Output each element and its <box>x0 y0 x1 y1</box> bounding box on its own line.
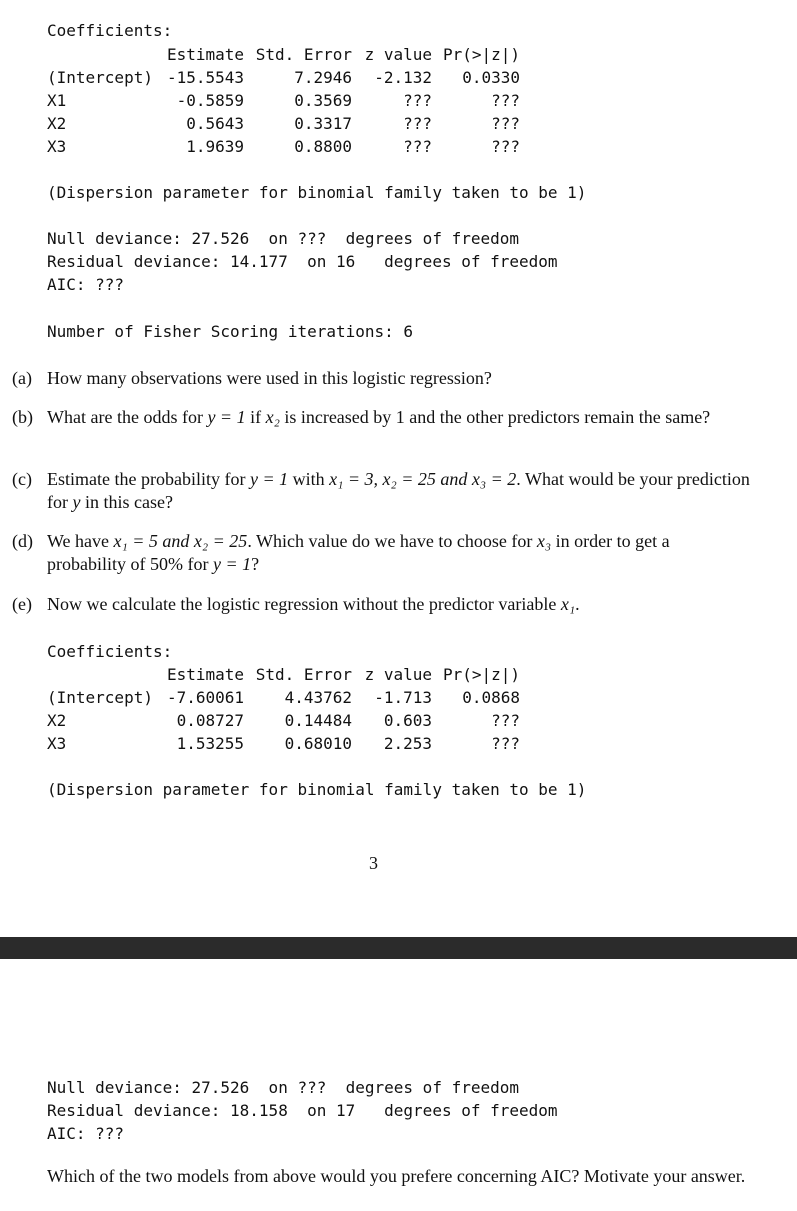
math-expression: x₁ <box>560 594 576 614</box>
cell-std-error: 0.14484 <box>284 711 353 730</box>
cell-name: X3 <box>47 137 67 156</box>
question-a <box>12 367 752 390</box>
math-expression: y <box>72 492 81 512</box>
cell-name: X2 <box>47 114 67 133</box>
math-expression: x₁ = 3, x₂ = 25 and x₃ = 2 <box>329 469 517 489</box>
text-run: ? <box>251 554 260 574</box>
header-estimate: Estimate <box>167 665 245 684</box>
cell-std-error: 7.2946 <box>294 68 353 87</box>
table-row <box>47 709 520 732</box>
header-p-value: Pr(>|z|) <box>443 665 521 684</box>
cell-z-value: -2.132 <box>374 68 433 87</box>
header-name <box>47 43 167 66</box>
text-run: Estimate the probability for <box>47 469 250 489</box>
math-expression: y = 1 <box>249 469 289 489</box>
cell-p-value: ??? <box>491 114 521 133</box>
header-p-value: Pr(>|z|) <box>443 45 521 64</box>
cell-z-value: -1.713 <box>374 688 433 707</box>
header-z-value: z value <box>364 45 433 64</box>
cell-estimate: -7.60061 <box>167 688 245 707</box>
cell-estimate: 0.5643 <box>186 114 245 133</box>
model2-coef-title: Coefficients: <box>47 642 173 661</box>
table-row <box>47 66 520 89</box>
table-row <box>47 89 520 112</box>
model2-aic: AIC: ??? <box>47 1124 125 1143</box>
model1-residual-deviance: Residual deviance: 14.177 on 16 degrees of freedom <box>47 252 558 271</box>
cell-estimate: -15.5543 <box>167 68 245 87</box>
question-text <box>47 593 752 616</box>
model2-coef-table <box>47 663 520 755</box>
cell-estimate: 0.08727 <box>176 711 245 730</box>
table-row <box>47 686 520 709</box>
cell-name: (Intercept) <box>47 68 153 87</box>
model2-residual-deviance: Residual deviance: 18.158 on 17 degrees of freedom <box>47 1101 558 1120</box>
table-header-row <box>47 43 520 66</box>
cell-std-error: 0.3317 <box>294 114 353 133</box>
header-std-error: Std. Error <box>255 45 353 64</box>
header-std-error: Std. Error <box>255 665 353 684</box>
cell-std-error: 0.8800 <box>294 137 353 156</box>
cell-std-error: 0.3569 <box>294 91 353 110</box>
model1-coef-table <box>47 43 520 158</box>
math-expression: y = 1 <box>207 407 246 427</box>
cell-std-error: 0.68010 <box>284 734 353 753</box>
final-question: Which of the two models from above would you prefere concerning AIC? Motivate your answer. <box>47 1166 746 1186</box>
model2-dispersion: (Dispersion parameter for binomial family taken to be 1) <box>47 780 587 799</box>
text-run: What are the odds for <box>47 407 208 427</box>
question-text: How many observations were used in this logistic regression? <box>47 368 492 388</box>
question-label: (d) <box>12 531 33 551</box>
model2-null-deviance: Null deviance: 27.526 on ??? degrees of freedom <box>47 1078 520 1097</box>
table-row <box>47 732 520 755</box>
text-run: with <box>288 469 330 489</box>
page-break-divider <box>0 937 797 959</box>
cell-p-value: ??? <box>491 734 521 753</box>
text-run: in this case? <box>80 492 173 512</box>
model1-aic: AIC: ??? <box>47 275 125 294</box>
text-run: is increased by 1 and the other predictors remain the same? <box>279 407 711 427</box>
cell-z-value: ??? <box>403 137 433 156</box>
model1-null-deviance: Null deviance: 27.526 on ??? degrees of freedom <box>47 229 520 248</box>
header-name <box>47 663 167 686</box>
header-estimate: Estimate <box>167 45 245 64</box>
cell-p-value: ??? <box>491 137 521 156</box>
question-label: (c) <box>12 469 32 489</box>
question-label: (b) <box>12 407 33 427</box>
text-run: . Which value do we have to choose for <box>247 531 537 551</box>
question-e <box>12 593 752 616</box>
text-run: We have <box>47 531 114 551</box>
cell-z-value: 2.253 <box>383 734 433 753</box>
header-z-value: z value <box>364 665 433 684</box>
text-run: . <box>575 594 580 614</box>
math-expression: x₃ <box>536 531 552 551</box>
text-run: . What would be your prediction for <box>47 469 750 512</box>
cell-z-value: ??? <box>403 114 433 133</box>
model1-fisher-iterations: Number of Fisher Scoring iterations: 6 <box>47 322 414 341</box>
page-number: 3 <box>369 853 378 873</box>
question-label: (a) <box>12 368 32 388</box>
question-d <box>12 530 752 576</box>
cell-estimate: -0.5859 <box>176 91 245 110</box>
cell-p-value: 0.0868 <box>462 688 521 707</box>
cell-estimate: 1.53255 <box>176 734 245 753</box>
cell-p-value: ??? <box>491 711 521 730</box>
cell-z-value: ??? <box>403 91 433 110</box>
text-run: in order to get a probability of 50% for <box>47 531 670 574</box>
cell-name: X1 <box>47 91 67 110</box>
text-run: if <box>245 407 266 427</box>
model1-coef-title: Coefficients: <box>47 21 173 40</box>
text-run: Now we calculate the logistic regression without the predictor variable <box>47 594 561 614</box>
question-text <box>47 530 752 576</box>
cell-z-value: 0.603 <box>383 711 433 730</box>
math-expression: x₁ = 5 and x₂ = 25 <box>113 531 248 551</box>
cell-std-error: 4.43762 <box>284 688 353 707</box>
model1-dispersion: (Dispersion parameter for binomial family taken to be 1) <box>47 183 587 202</box>
cell-estimate: 1.9639 <box>186 137 245 156</box>
table-row <box>47 112 520 135</box>
question-text <box>47 468 752 514</box>
cell-name: X3 <box>47 734 67 753</box>
cell-name: X2 <box>47 711 67 730</box>
cell-p-value: 0.0330 <box>462 68 521 87</box>
question-text <box>47 406 752 429</box>
cell-p-value: ??? <box>491 91 521 110</box>
table-row <box>47 135 520 158</box>
table-header-row <box>47 663 520 686</box>
question-c <box>12 468 752 514</box>
math-expression: x₂ <box>265 407 280 427</box>
question-label: (e) <box>12 594 32 614</box>
question-b <box>12 406 752 429</box>
math-expression: y = 1 <box>212 554 252 574</box>
cell-name: (Intercept) <box>47 688 153 707</box>
